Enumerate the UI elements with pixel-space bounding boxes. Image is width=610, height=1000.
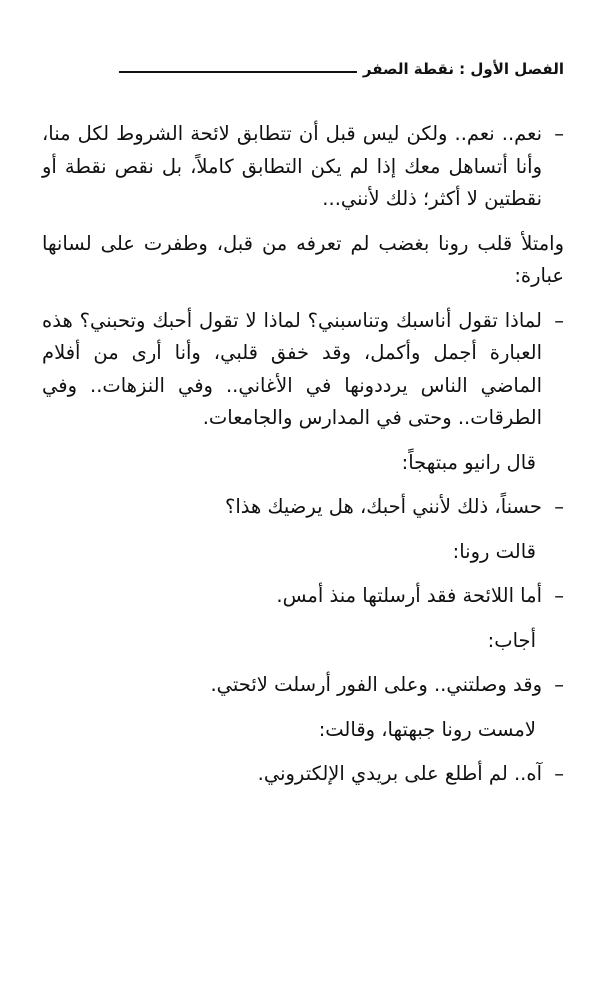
dialogue-paragraph-1	[42, 118, 564, 216]
dialogue-dash: –	[554, 495, 564, 518]
body-text	[42, 118, 564, 803]
chapter-header	[119, 60, 564, 78]
paragraph-text: لماذا تقول أناسبك وتناسبني؟ لماذا لا تقول أحبك وتحبني؟ هذه العبارة أجمل وأكمل، وقد خفق قلبي، وأنا أرى من أفلام الماضي الناس يرددونها في الأغاني.. وفي النزهات.. وفي الطرقات.. وحتى في المدارس والجامعات.	[42, 308, 542, 429]
dialogue-paragraph-5	[42, 669, 564, 702]
narration-paragraph-4	[42, 625, 564, 658]
paragraph-text: وقد وصلتني.. وعلى الفور أرسلت لائحتي.	[210, 673, 542, 696]
dialogue-dash: –	[554, 122, 564, 145]
dialogue-paragraph-6	[42, 758, 564, 791]
dialogue-dash: –	[554, 673, 564, 696]
paragraph-text: أجاب:	[487, 628, 536, 652]
paragraph-text: قال رانيو مبتهجاً:	[401, 450, 536, 474]
narration-paragraph-3	[42, 536, 564, 569]
header-rule	[119, 71, 357, 73]
paragraph-text: وامتلأ قلب رونا بغضب لم تعرفه من قبل، وطفرت على لسانها عبارة:	[42, 231, 564, 287]
dialogue-dash: –	[554, 762, 564, 785]
narration-paragraph-2	[42, 447, 564, 480]
paragraph-text: نعم.. نعم.. ولكن ليس قبل أن تتطابق لائحة الشروط لكل منا، وأنا أتساهل معك إذا لم يكن التطابق كاملاً، بل نقص نقطة أو نقطتين لا أكثر؛ ذلك لأنني...	[42, 122, 542, 210]
paragraph-text: آه.. لم أطلع على بريدي الإلكتروني.	[257, 762, 542, 785]
narration-paragraph-5	[42, 714, 564, 747]
narration-paragraph-1	[42, 228, 564, 293]
dialogue-dash: –	[554, 584, 564, 607]
dialogue-paragraph-4	[42, 580, 564, 613]
paragraph-text: أما اللائحة فقد أرسلتها منذ أمس.	[276, 584, 542, 607]
paragraph-text: حسناً، ذلك لأنني أحبك، هل يرضيك هذا؟	[225, 495, 542, 518]
paragraph-text: قالت رونا:	[452, 539, 536, 563]
dialogue-paragraph-2	[42, 305, 564, 435]
dialogue-paragraph-3	[42, 491, 564, 524]
paragraph-text: لامست رونا جبهتها، وقالت:	[318, 717, 536, 741]
dialogue-dash: –	[554, 308, 564, 332]
chapter-title: الفصل الأول : نقطة الصفر	[362, 60, 564, 78]
